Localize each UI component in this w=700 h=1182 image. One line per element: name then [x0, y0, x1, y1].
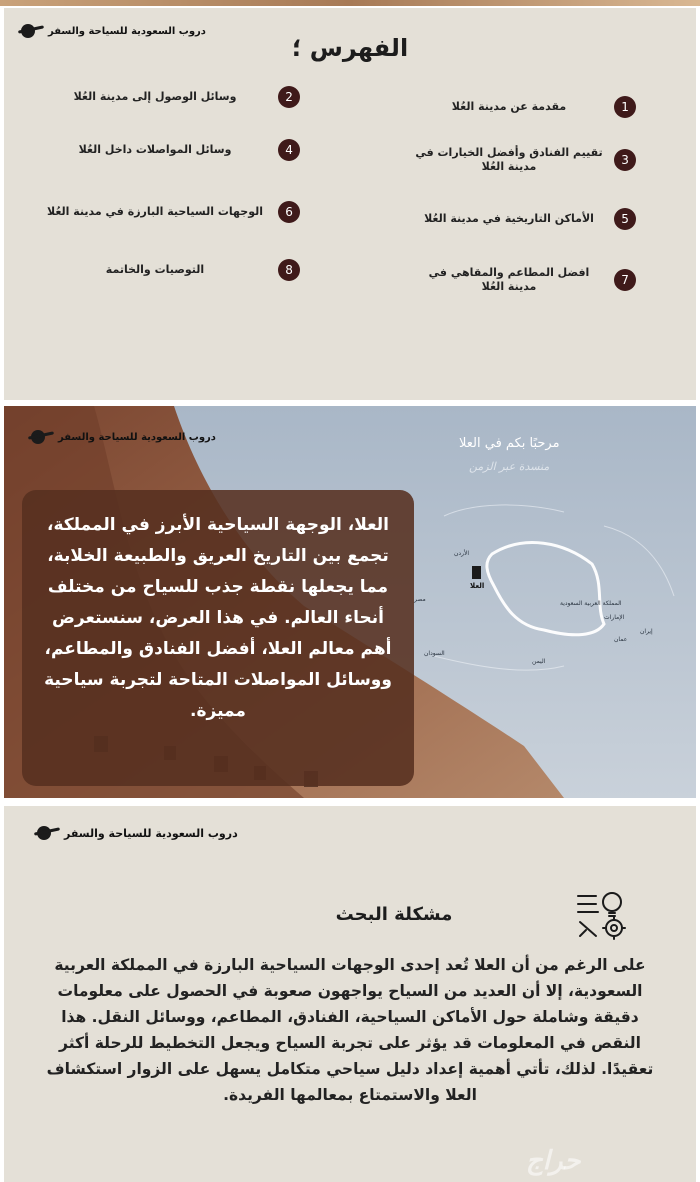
intro-text-card [22, 490, 414, 786]
brand-name: دروب السعودية للسياحة والسفر [58, 431, 216, 443]
toc-item-5[interactable] [414, 208, 636, 230]
haraj-watermark: حراج [526, 1146, 581, 1176]
toc-item-6[interactable] [40, 201, 300, 223]
toc-item-2[interactable] [40, 86, 300, 108]
toc-title: الفهرس ؛ [291, 34, 409, 62]
toc-item-3[interactable] [414, 146, 636, 174]
toc-number-5: 5 [614, 208, 636, 230]
map-label-jordan: الأردن [454, 550, 470, 557]
research-body: على الرغم من أن العلا تُعد إحدى الوجهات السياحية البارزة في المملكة العربية السعودية، إلا أن العديد من السياح يواجهون صعوبة في الحصول على معلومات دقيقة وشاملة حول الأماكن السياحية، الفنادق، المطاعم، ووسائل النقل. هذا النقص في المعلومات قد يؤثر على تجربة السياح ويجعل التخطيط للرحلة أكثر تعقيدًا. لذلك، تأتي أهمية إعداد دليل سياحي متكامل يسهل على الزوار استكشاف العلا والاستمتاع بمعالمها الفريدة. [46, 956, 654, 1104]
toc-number-7: 7 [614, 269, 636, 291]
toc-item-1[interactable] [414, 96, 636, 118]
toc-label-1: مقدمة عن مدينة العُلا [451, 100, 567, 113]
map-label-sudan: السودان [424, 650, 445, 657]
map-label-oman: عمان [614, 636, 628, 643]
welcome-subtitle: منسدة عبر الزمن [469, 460, 550, 473]
toc-slide [4, 8, 696, 400]
toc-label-4: وسائل المواصلات داخل العُلا [78, 143, 232, 156]
toc-number-2: 2 [278, 86, 300, 108]
map-label-saudi: المملكة العربية السعودية [560, 600, 622, 607]
brand-header [28, 428, 216, 446]
brand-name: دروب السعودية للسياحة والسفر [48, 25, 206, 37]
plane-globe-logo-icon [28, 428, 54, 446]
intro-paragraph: العلا، الوجهة السياحية الأبرز في المملكة، تجمع بين التاريخ العريق والطبيعة الخلابة، مما يجعلها نقطة جذب للسياح من مختلف أنحاء العالم. في هذا العرض، سنستعرض أهم معالم العلا، أفضل الفنادق والمطاعم، ووسائل المواصلات المتاحة لتجربة سياحية مميزة. [44, 515, 392, 721]
toc-number-8: 8 [278, 259, 300, 281]
research-slide [4, 806, 696, 1182]
toc-label-7: افضل المطاعم والمقاهي في مدينة العُلا [428, 266, 590, 293]
toc-number-1: 1 [614, 96, 636, 118]
brand-name: دروب السعودية للسياحة والسفر [64, 826, 238, 840]
map-label-yemen: اليمن [532, 658, 546, 665]
top-image-strip [0, 0, 700, 6]
brand-header [34, 824, 238, 842]
map-label-uae: الإمارات [604, 614, 625, 621]
toc-item-8[interactable] [40, 259, 300, 281]
map-label-iran: إيران [640, 628, 653, 635]
research-title: مشكلة البحث [335, 904, 453, 925]
map-label-alula: العلا [470, 582, 485, 590]
toc-number-3: 3 [614, 149, 636, 171]
toc-label-2: وسائل الوصول إلى مدينة العُلا [73, 90, 237, 103]
toc-number-6: 6 [278, 201, 300, 223]
toc-item-4[interactable] [40, 139, 300, 161]
toc-label-8: التوصيات والخاتمة [105, 263, 205, 276]
toc-item-7[interactable] [414, 266, 636, 294]
intro-slide [4, 406, 696, 798]
plane-globe-logo-icon [34, 824, 60, 842]
welcome-title: مرحبًا بكم في العلا [459, 436, 560, 451]
toc-number-4: 4 [278, 139, 300, 161]
toc-label-3: تقييم الفنادق وأفضل الخيارات في مدينة العُلا [415, 146, 603, 173]
gear-bulb-tools-icon [576, 888, 632, 940]
map-label-egypt: مصر [414, 596, 426, 603]
toc-label-5: الأماكن التاريخية في مدينة العُلا [424, 212, 594, 225]
toc-label-6: الوجهات السياحية البارزة في مدينة العُلا [46, 205, 264, 218]
